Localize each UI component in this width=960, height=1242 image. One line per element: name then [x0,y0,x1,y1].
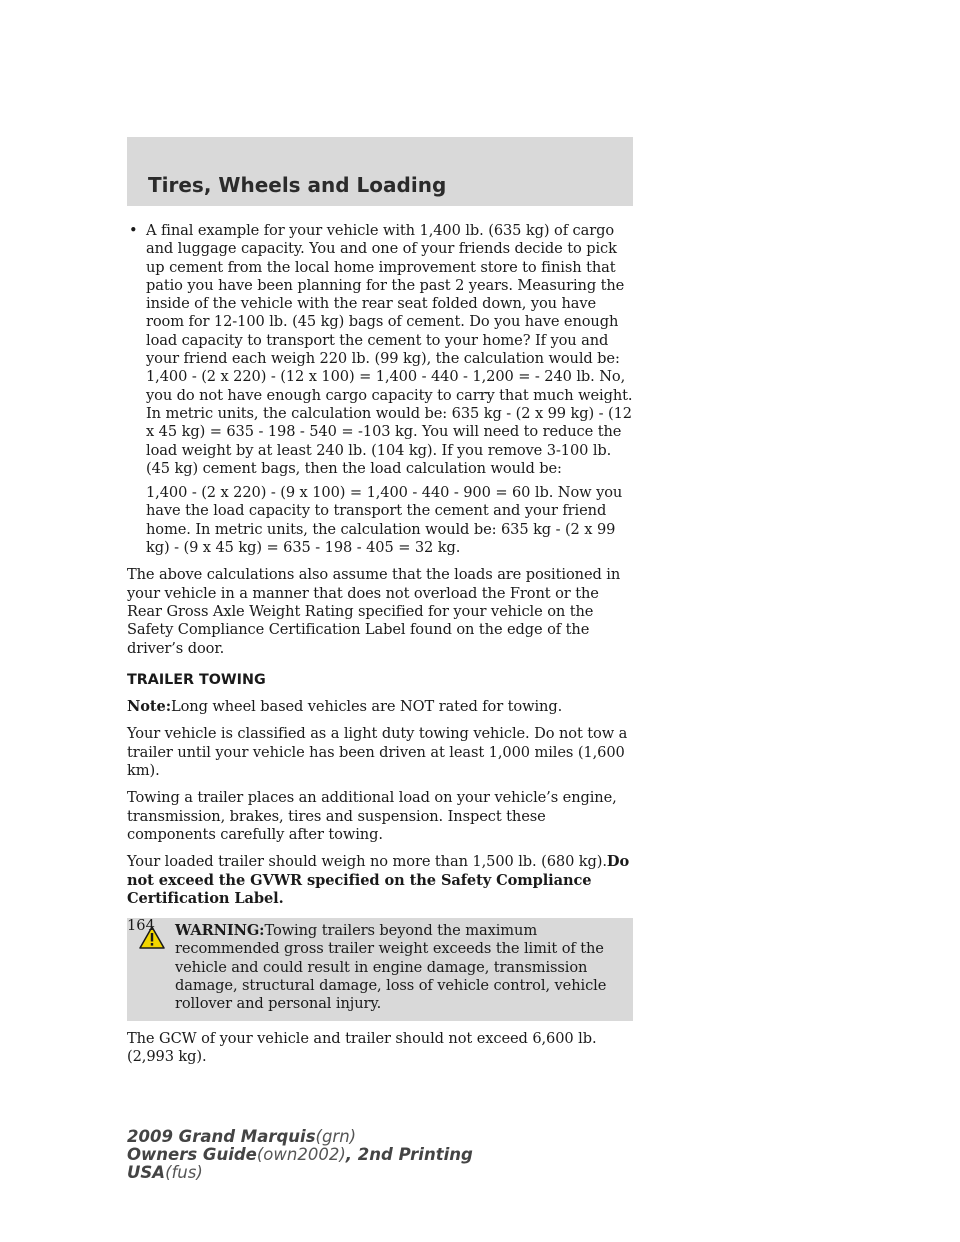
note-label: Note: [127,698,171,716]
section-heading: TRAILER TOWING [127,671,266,688]
gcw-paragraph: The GCW of your vehicle and trailer should not exceed 6,600 lb. (2,993 kg). [127,1029,597,1065]
note-text: Long wheel based vehicles are NOT rated for towing. [171,698,563,716]
footer-market-code: (fus) [165,1163,203,1182]
footer-market: USA [127,1163,166,1182]
section-header-band [127,137,633,206]
footer-guide: Owners Guide [127,1145,257,1164]
footer-guide-code: (own2002) [256,1145,346,1164]
document-footer [127,1128,473,1182]
classification-paragraph: Your vehicle is classified as a light duty towing vehicle. Do not tow a trailer until your vehicle has been driven at least 1,000 miles (1,600 km). [127,725,628,780]
footer-model-code: (grn) [315,1127,357,1146]
warning-text: Towing trailers beyond the maximum recommended gross trailer weight exceeds the limit of the vehicle and could result in engine damage, transmission damage, structural damage, loss of vehicle control, vehicle rollover and personal injury. [175,922,607,1013]
footer-line-1 [127,1128,473,1146]
bullet-continuation: 1,400 - (2 x 220) - (9 x 100) = 1,400 - 440 - 900 = 60 lb. Now you have the load capacity to transport the cement and your friend home. In metric units, the calculation would be: 635 kg - (2 x 99 kg) - (9 x 45 kg) = 635 - 198 - 405 = 32 kg. [146,484,623,557]
footer-model: 2009 Grand Marquis [127,1127,316,1146]
section-title: Tires, Wheels and Loading [148,173,447,197]
bullet-icon: • [129,222,138,239]
load-effects-paragraph: Towing a trailer places an additional load on your vehicle’s engine, transmission, brakes, tires and suspension. Inspect these components carefully after towing. [127,789,617,843]
footer-line-3 [127,1164,473,1182]
warning-box [127,918,633,1020]
bullet-text: A final example for your vehicle with 1,400 lb. (635 kg) of cargo and luggage capacity. You and one of your friends decide to pick up cement from the local home improvement store to finish that patio you have been planning for the past 2 years. Measuring the inside of the vehicle with the rear seat folded down, you have room for 12-100 lb. (45 kg) bags of cement. Do you have enough load capacity to transport the cement to your home? If you and your friend each weigh 220 lb. (99 kg), the calculation would be: 1,400 - (2 x 220) - (12 x 100) = 1,400 - 440 - 1,200 = - 240 lb. No, you do not have enough cargo capacity to carry that much weight. In metric units, the calculation would be: 635 kg - (2 x 99 kg) - (12 x 45 kg) = 635 - 198 - 540 = -103 kg. You will need to reduce the load weight by at least 240 lb. (104 kg). If you remove 3-100 lb. (45 kg) cement bags, then the load calculation would be: [146,222,633,477]
page-number: 164 [127,917,155,934]
page-content [127,222,633,1066]
warning-label: WARNING: [175,922,265,940]
footer-printing: , 2nd Printing [345,1145,473,1164]
warning-content [131,922,627,1013]
footer-line-2 [127,1146,473,1164]
weight-limit-bold-text: Do not exceed the GVWR specified on the Safety Compliance Certification Label. [127,853,630,907]
weight-limit-paragraph [127,853,633,908]
note-paragraph [127,698,633,716]
example-bullet [127,222,633,478]
weight-limit-text: Your loaded trailer should weigh no more than 1,500 lb. (680 kg). [127,853,607,871]
calc-assumption-paragraph: The above calculations also assume that the loads are positioned in your vehicle in a manner that does not overload the Front or the Rear Gross Axle Weight Rating specified for your vehicle on the Safety Compliance Certification Label found on the edge of the driver’s door. [127,566,621,657]
